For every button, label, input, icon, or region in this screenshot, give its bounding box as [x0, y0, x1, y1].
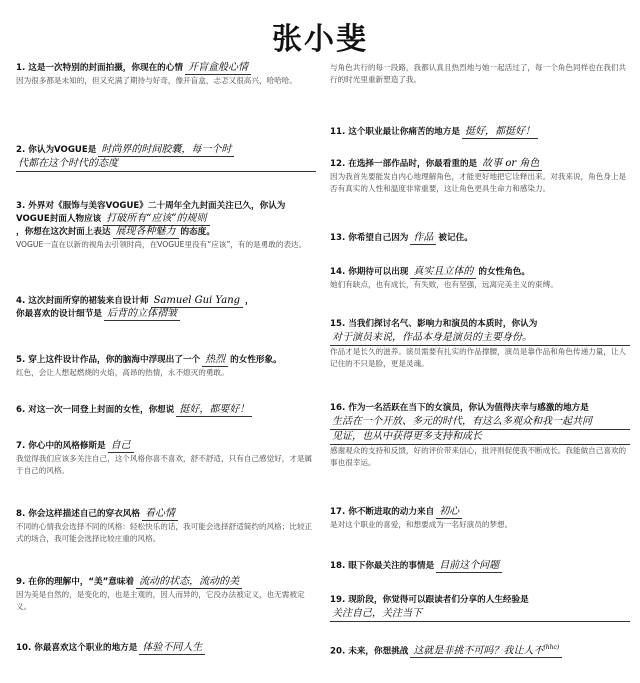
answer-2: 时尚界的时间胶囊，每一个时	[98, 144, 234, 157]
question-17: 17. 你不断进取的动力来自 初心 是对这个职业的喜爱，和想要成为一名好演员的梦想。	[330, 506, 630, 531]
question-7: 7. 你心中的风格修斯是 自己 我觉得我们应该多关注自己，这个风格你喜不喜欢，舒不舒适，只有自己感觉好，才是属于自己的风格。	[16, 440, 316, 476]
answer-19: 关注自己，关注当下	[330, 607, 630, 622]
explanation-12: 因为我首先要能发自内心地理解角色，才能更好地把它诠释出来。对我来说，角色身上是否有真实的人性和温度非常重要，这让角色更具生命力和感染力。	[330, 172, 627, 193]
question-15: 15. 当我们探讨名气、影响力和演员的本质时，你认为 对于演员来说，作品本身是演员的主要身份。 作品才是长久的滋养。演员需要有扎实的作品撑腰，演员是靠作品和角色传递力量，让人记住的不只是脸，更是灵魂。	[330, 318, 630, 369]
answer-20-sup: (hhc)	[543, 644, 560, 651]
answer-16-cont: 见证，也从中获得更多支持和成长	[330, 430, 630, 445]
explanation-16: 感谢观众的支持和反馈，好的评价带来信心，批评则促使我不断成长。我能做自己喜欢的事也很幸运。	[330, 446, 627, 467]
explanation-3: VOGUE一直在以新的视角去引领时尚，在VOGUE里没有“应该”，有的是勇敢的表达。	[16, 240, 307, 249]
explanation-8: 不同的心情我会选择不同的风格：轻松快乐的话，我可能会选择舒适简约的风格；比较正式的场合，我可能会选择比较庄重的风格。	[16, 522, 313, 543]
answer-1: 开盲盒般心情	[185, 62, 251, 75]
explanation-10: 与角色共行的每一段路，我都认真且热烈地与她一起活过了，每一个角色同样也在我们共行的时光里重新塑造了我。	[330, 63, 627, 84]
explanation-9: 因为美是自然的，是变化的，也是主观的，因人而异的，它没办法被定义，也无需被定义。	[16, 590, 305, 611]
answer-6: 挺好，都要好！	[176, 404, 252, 417]
question-9: 9. 在你的理解中，“美”意味着 流动的状态，流动的美 因为美是自然的，是变化的，也是主观的，因人而异的，它没办法被定义，也无需被定义。	[16, 576, 316, 612]
question-10: 10. 你最喜欢这个职业的地方是 体验不同人生	[16, 642, 316, 655]
explanation-17: 是对这个职业的喜爱，和想要成为一名好演员的梦想。	[330, 520, 513, 529]
question-6: 6. 对这一次一同登上封面的女性，你想说 挺好，都要好！	[16, 404, 316, 417]
answer-15: 对于演员来说，作品本身是演员的主要身份。	[330, 331, 630, 346]
question-3: 3. 外界对《服饰与美容VOGUE》二十周年全九封面关注已久，你认为VOGUE封面人物应该 打破所有“应该”的规则 ，你想在这次封面上表达 展现各种魅力 的态度。 VOGUE一直在以新的视角去引领时尚，在VOGUE里没有“应该”，有的是勇敢的表达。	[16, 200, 316, 251]
answer-14: 真实且立体的	[410, 266, 476, 279]
explanation-14: 她们有缺点，也有成长，有失败，也有坚强，远离完美主义的束缚。	[330, 280, 558, 289]
question-14: 14. 你期待可以出现 真实且立体的 的女性角色。 她们有缺点，也有成长，有失败，也有坚强，远离完美主义的束缚。	[330, 266, 630, 291]
question-5: 5. 穿上这件设计作品，你的脑海中浮现出了一个 热烈 的女性形象。 红色，会让人想起燃烧的火焰，高昂的热情，永不熄灭的勇敢。	[16, 354, 316, 379]
answer-10: 体验不同人生	[139, 642, 205, 655]
question-1: 1. 这是一次特别的封面拍摄，你现在的心情 开盲盒般心情 因为很多都是未知的，但又充满了期待与好奇，像开盲盒，忐忑又很高兴，哈哈哈。	[16, 62, 316, 87]
question-4: 4. 这次封面所穿的裙装来自设计师 Samuel Gui Yang ， 你最喜欢的设计细节是 后背的立体褶皱	[16, 295, 254, 319]
question-11: 11. 这个职业最让你痛苦的地方是 挺好，都挺好！	[330, 126, 630, 139]
question-8: 8. 你会这样描述自己的穿衣风格 看心情 不同的心情我会选择不同的风格：轻松快乐的话，我可能会选择舒适简约的风格；比较正式的场合，我可能会选择比较庄重的风格。	[16, 508, 316, 544]
explanation-1: 因为很多都是未知的，但又充满了期待与好奇，像开盲盒，忐忑又很高兴，哈哈哈。	[16, 76, 297, 85]
answer-7: 自己	[108, 440, 134, 453]
answer-17: 初心	[436, 506, 462, 519]
question-10-cont	[330, 62, 630, 85]
answer-3b: 展现各种魅力	[113, 226, 179, 239]
page-title: 张小斐	[272, 22, 368, 57]
answer-4: Samuel Gui Yang	[151, 295, 243, 308]
question-20: 20. 未来，你想挑战 这就是非挑不可吗？我让人不$^{(hhc)}$	[330, 642, 630, 658]
answer-3: 打破所有“应该”的规则	[103, 213, 209, 226]
answer-13: 作品	[410, 232, 436, 245]
answer-4b: 后背的立体褶皱	[104, 308, 180, 321]
answer-18: 目前这个问题	[436, 560, 502, 573]
answer-5: 热烈	[202, 354, 228, 367]
answer-11: 挺好，都挺好！	[462, 126, 538, 139]
question-13: 13. 你希望自己因为 作品 被记住。	[330, 232, 473, 243]
question-12: 12. 在选择一部作品时，你最看重的是 故事 or 角色 因为我首先要能发自内心地理解角色，才能更好地把它诠释出来。对我来说，角色身上是否有真实的人性和温度非常重要，这让角色更具生命力和感染力。	[330, 158, 630, 194]
answer-8: 看心情	[142, 508, 178, 521]
answer-20: 这就是非挑不可吗？我让人不$^{(hhc)}$	[410, 642, 562, 658]
answer-16: 生活在一个开放、多元的时代，有这么多观众和我一起共同	[330, 415, 630, 430]
explanation-5: 红色，会让人想起燃烧的火焰，高昂的热情，永不熄灭的勇敢。	[16, 368, 229, 377]
explanation-7: 我觉得我们应该多关注自己，这个风格你喜不喜欢，舒不舒适，只有自己感觉好，才是属于自己的风格。	[16, 454, 313, 475]
answer-12: 故事 or 角色	[479, 158, 542, 171]
explanation-15: 作品才是长久的滋养。演员需要有扎实的作品撑腰，演员是靠作品和角色传递力量，让人记住的不只是脸，更是灵魂。	[330, 347, 627, 368]
question-2: 2. 你认为VOGUE是 时尚界的时间胶囊，每一个时 代都在这个时代的态度	[16, 144, 316, 172]
question-19: 19. 现阶段，你觉得可以跟读者们分享的人生经验是 关注自己，关注当下	[330, 594, 630, 622]
answer-2-cont: 代都在这个时代的态度	[16, 157, 316, 172]
question-16: 16. 作为一名活跃在当下的女演员，你认为值得庆幸与感激的地方是 生活在一个开放、多元的时代，有这么多观众和我一起共同 见证，也从中获得更多支持和成长 感谢观众的支持和反馈，好的评价带来信心，批评则促使我不断成长。我能做自己喜欢的事也很幸运。	[330, 402, 630, 468]
answer-9: 流动的状态，流动的美	[136, 576, 242, 589]
question-18: 18. 眼下你最关注的事情是 目前这个问题	[330, 560, 630, 573]
